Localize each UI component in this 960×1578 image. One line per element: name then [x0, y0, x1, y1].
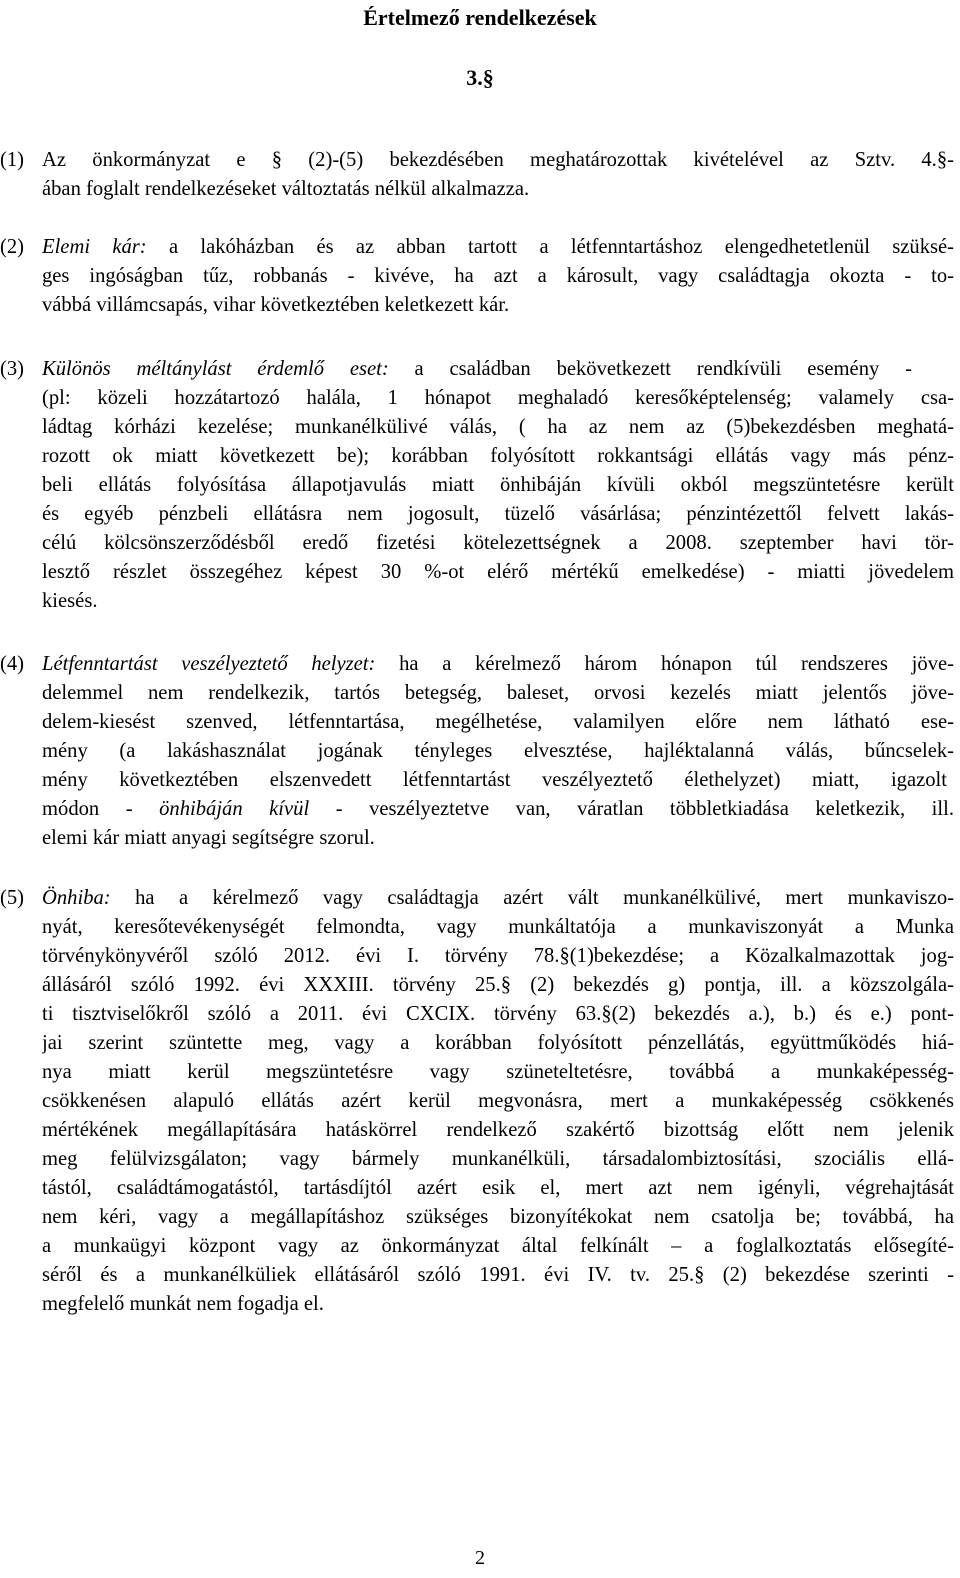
paragraph-line: séről és a munkanélküliek ellátásáról szóló 1991. évi IV. tv. 25.§ (2) bekezdése szerinti -: [42, 1264, 954, 1286]
defined-term: Önhiba:: [42, 887, 111, 909]
paragraph-line: rozott ok miatt következett be); korábban folyósított rokkantsági ellátás vagy más pénz-: [42, 445, 954, 467]
paragraph-line: és egyéb pénzbeli ellátásra nem jogosult, tüzelő vásárlása; pénzintézettől felvett lakás-: [42, 503, 954, 525]
paragraph-line: a munkaügyi központ vagy az önkormányzat által felkínált – a foglalkoztatás elősegíté-: [42, 1235, 954, 1257]
defined-term: Különös méltánylást érdemlő eset:: [42, 358, 389, 380]
paragraph-line: megfelelő munkát nem fogadja el.: [42, 1293, 324, 1315]
paragraph-line: Önhiba: ha a kérelmező vagy családtagja azért vált munkanélkülivé, mert munkaviszo-: [42, 887, 954, 909]
paragraph-line: mértékének megállapítására hatáskörrel rendelkező szakértő bizottság előtt nem jelenik: [42, 1119, 954, 1141]
section-number: 3.§: [466, 65, 494, 90]
paragraph-line: Létfenntartást veszélyeztető helyzet: ha a kérelmező három hónapon túl rendszeres jöve-: [42, 653, 954, 675]
defined-term: önhibáján kívül: [159, 798, 310, 820]
paragraph-number: (2): [0, 236, 25, 258]
paragraph-line: nem kéri, vagy a megállapításhoz szükséges bizonyítékokat nem csatolja be; továbbá, ha: [42, 1206, 954, 1228]
paragraph-line: ti tisztviselőkről szóló a 2011. évi CXCIX. törvény 63.§(2) bekezdés a.), b.) és e.) pont-: [42, 1003, 954, 1025]
paragraph-line: ában foglalt rendelkezéseket változtatás nélkül alkalmazza.: [42, 178, 530, 200]
paragraph-line: elemi kár miatt anyagi segítségre szorul.: [42, 827, 375, 849]
page-title: Értelmező rendelkezések: [363, 5, 597, 30]
paragraph-line: tástól, családtámogatástól, tartásdíjtól azért esik el, mert azt nem igényli, végrehajtását: [42, 1177, 954, 1199]
page-number: 2: [475, 1547, 485, 1569]
paragraph-line: jai szerint szüntette meg, vagy a korábban folyósított pénzellátás, együttműködés hiá-: [42, 1032, 954, 1054]
defined-term: Létfenntartást veszélyeztető helyzet:: [42, 653, 376, 675]
paragraph-line: célú kölcsönszerződésből eredő fizetési kötelezettségnek a 2008. szeptember havi tör-: [42, 532, 954, 554]
paragraph-line: ges ingóságban tűz, robbanás - kivéve, ha azt a károsult, vagy családtagja okozta - to-: [42, 265, 954, 287]
paragraph-line: mény (a lakáshasználat jogának tényleges elvesztése, hajléktalanná válás, bűncselek-: [42, 740, 954, 762]
defined-term: Elemi kár:: [42, 236, 147, 258]
paragraph-number: (4): [0, 653, 25, 675]
paragraph-line: ládtag kórházi kezelése; munkanélkülivé válás, ( ha az nem az (5)bekezdésben meghatá-: [42, 416, 954, 438]
paragraph-line: Különös méltánylást érdemlő eset: a családban bekövetkezett rendkívüli esemény -: [42, 358, 912, 380]
paragraph-number: (3): [0, 358, 25, 380]
paragraph-line: kiesés.: [42, 590, 98, 612]
paragraph-line: lesztő részlet összegéhez képest 30 %-ot elérő mértékű emelkedése) - miatti jövedelem: [42, 561, 954, 583]
paragraph-line: Elemi kár: a lakóházban és az abban tartott a létfenntartáshoz elengedhetetlenül szüksé-: [42, 236, 954, 258]
paragraph-line: módon - önhibáján kívül - veszélyeztetve van, váratlan többletkiadása keletkezik, ill.: [42, 798, 954, 820]
paragraph-line: törvénykönyvéről szóló 2012. évi I. törvény 78.§(1)bekezdése; a Közalkalmazottak jog-: [42, 945, 954, 967]
paragraph-line: állásáról szóló 1992. évi XXXIII. törvény 25.§ (2) bekezdés g) pontja, ill. a közszolgála-: [42, 974, 954, 996]
paragraph-line: nyát, keresőtevékenységét felmondta, vagy munkáltatója a munkaviszonyát a Munka: [42, 916, 954, 938]
paragraph-number: (5): [0, 887, 25, 909]
paragraph-line: Az önkormányzat e § (2)-(5) bekezdésében meghatározottak kivételével az Sztv. 4.§-: [42, 149, 954, 171]
paragraph-line: delem-kiesést szenved, létfenntartása, megélhetése, valamilyen előre nem látható ese-: [42, 711, 954, 733]
paragraph-line: csökkenésen alapuló ellátás azért kerül megvonásra, mert a munkaképesség csökkenés: [42, 1090, 954, 1112]
paragraph-line: delemmel nem rendelkezik, tartós betegség, baleset, orvosi kezelés miatt jelentős jöve-: [42, 682, 954, 704]
paragraph-line: meg felülvizsgálaton; vagy bármely munkanélküli, társadalombiztosítási, szociális ellá-: [42, 1148, 954, 1170]
paragraph-line: vábbá villámcsapás, vihar következtében keletkezett kár.: [42, 294, 510, 316]
paragraph-line: beli ellátás folyósítása állapotjavulás miatt önhibáján kívüli okból megszüntetésre került: [42, 474, 954, 496]
paragraph-line: (pl: közeli hozzátartozó halála, 1 hónapot meghaladó keresőképtelenség; valamely csa-: [42, 387, 954, 409]
paragraph-line: mény következtében elszenvedett létfenntartást veszélyeztető élethelyzet) miatt, igazolt: [42, 769, 947, 791]
paragraph-number: (1): [0, 149, 25, 171]
paragraph-line: nya miatt kerül megszüntetésre vagy szüneteltetésre, továbbá a munkaképesség-: [42, 1061, 954, 1083]
